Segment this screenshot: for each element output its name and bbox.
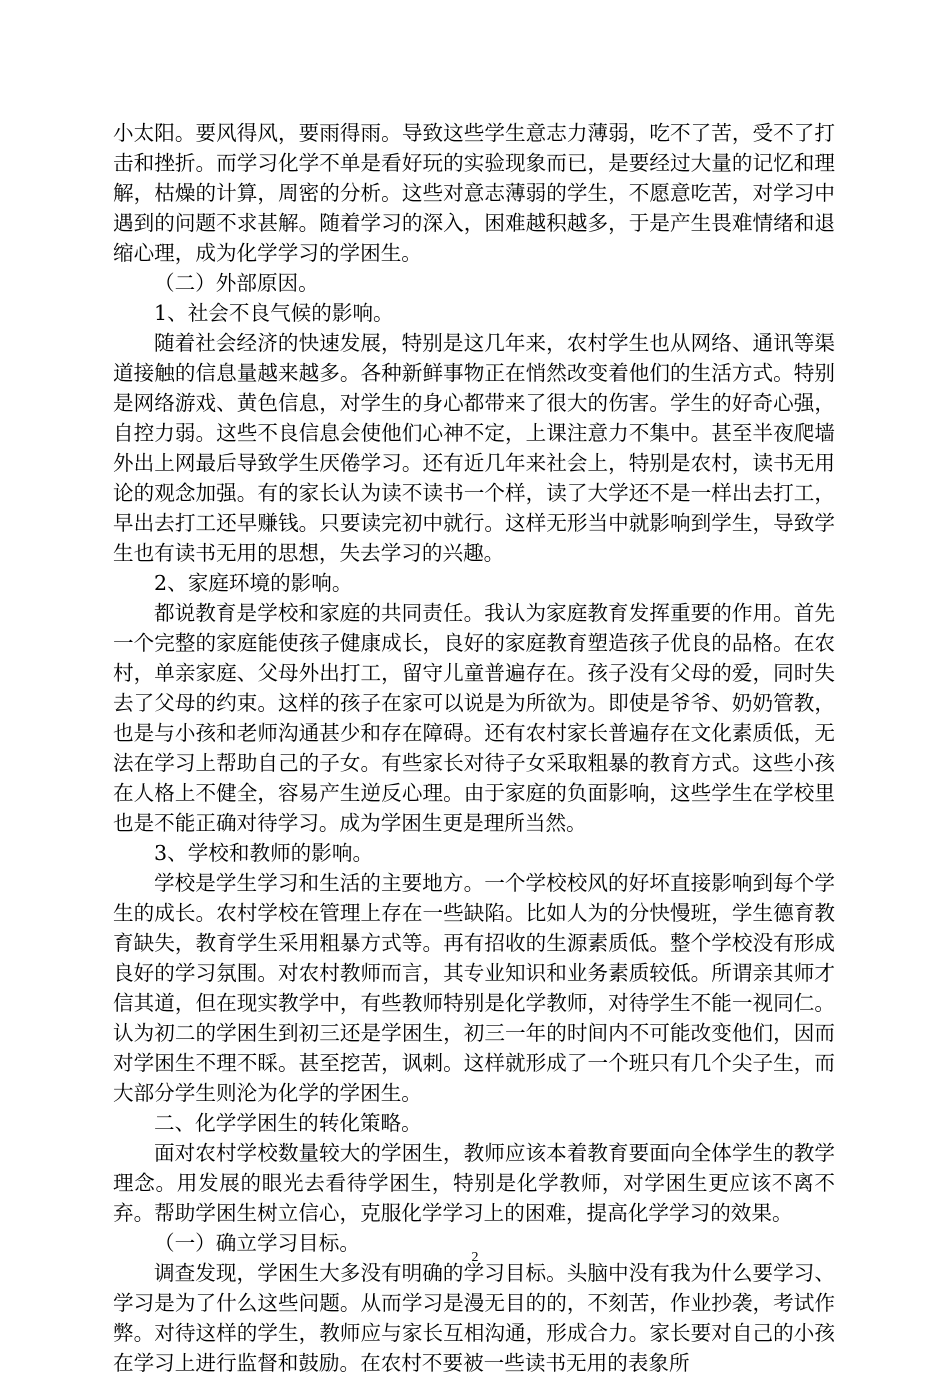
document-body [113, 118, 835, 1378]
page-number: 2 [471, 1250, 479, 1265]
paragraph: 都说教育是学校和家庭的共同责任。我认为家庭教育发挥重要的作用。首先一个完整的家庭能使孩子健康成长，良好的家庭教育塑造孩子优良的品格。在农村，单亲家庭、父母外出打工，留守儿童普遍存在。孩子没有父母的爱，同时失去了父母的约束。这样的孩子在家可以说是为所欲为。即使是爷爷、奶奶管教，也是与小孩和老师沟通甚少和存在障碍。还有农村家长普遍存在文化素质低，无法在学习上帮助自己的子女。有些家长对待子女采取粗暴的教育方式。这些小孩在人格上不健全，容易产生逆反心理。由于家庭的负面影响，这些学生在学校里也是不能正确对待学习。成为学困生更是理所当然。 [113, 601, 835, 835]
subsection-heading: 3、学校和教师的影响。 [154, 841, 374, 865]
section-heading: （一）确立学习目标。 [154, 1231, 360, 1255]
section-heading: （二）外部原因。 [154, 271, 319, 295]
section-heading: 二、化学学困生的转化策略。 [154, 1111, 422, 1135]
paragraph: 调查发现，学困生大多没有明确的学习目标。头脑中没有我为什么要学习、学习是为了什么这些问题。从而学习是漫无目的的，不刻苦，作业抄袭，考试作弊。对待这样的学生，教师应与家长互相沟通，形成合力。家长要对自己的小孩在学习上进行监督和鼓励。在农村不要被一些读书无用的表象所 [113, 1261, 835, 1375]
subsection-heading: 2、家庭环境的影响。 [154, 571, 353, 595]
paragraph: 小太阳。要风得风，要雨得雨。导致这些学生意志力薄弱，吃不了苦，受不了打击和挫折。而学习化学不单是看好玩的实验现象而已，是要经过大量的记忆和理解，枯燥的计算，周密的分析。这些对意志薄弱的学生，不愿意吃苦，对学习中遇到的问题不求甚解。随着学习的深入，困难越积越多，于是产生畏难情绪和退缩心理，成为化学学习的学困生。 [113, 121, 835, 265]
paragraph: 面对农村学校数量较大的学困生，教师应该本着教育要面向全体学生的教学理念。用发展的眼光去看待学困生，特别是化学教师，对学困生更应该不离不弃。帮助学困生树立信心，克服化学学习上的困难，提高化学学习的效果。 [113, 1141, 835, 1225]
paragraph: 随着社会经济的快速发展，特别是这几年来，农村学生也从网络、通讯等渠道接触的信息量越来越多。各种新鲜事物正在悄然改变着他们的生活方式。特别是网络游戏、黄色信息，对学生的身心都带来了很大的伤害。学生的好奇心强，自控力弱。这些不良信息会使他们心神不定，上课注意力不集中。甚至半夜爬墙外出上网最后导致学生厌倦学习。还有近几年来社会上，特别是农村，读书无用论的观念加强。有的家长认为读不读书一个样，读了大学还不是一样出去打工，早出去打工还早赚钱。只要读完初中就行。这样无形当中就影响到学生，导致学生也有读书无用的思想，失去学习的兴趣。 [113, 331, 835, 565]
paragraph: 学校是学生学习和生活的主要地方。一个学校校风的好坏直接影响到每个学生的成长。农村学校在管理上存在一些缺陷。比如人为的分快慢班，学生德育教育缺失，教育学生采用粗暴方式等。再有招收的生源素质低。整个学校没有形成良好的学习氛围。对农村教师而言，其专业知识和业务素质较低。所谓亲其师才信其道，但在现实教学中，有些教师特别是化学教师，对待学生不能一视同仁。认为初二的学困生到初三还是学困生，初三一年的时间内不可能改变他们，因而对学困生不理不睬。甚至挖苦，讽刺。这样就形成了一个班只有几个尖子生，而大部分学生则沦为化学的学困生。 [113, 871, 835, 1105]
subsection-heading: 1、社会不良气候的影响。 [154, 301, 394, 325]
